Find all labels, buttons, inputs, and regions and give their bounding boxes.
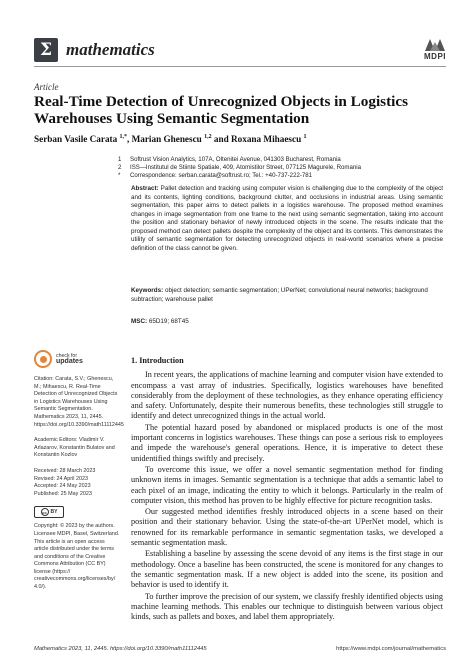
correspondence-text: Correspondence: serban.carata@softrust.ro; Tel.: +40-737-222-781 bbox=[130, 172, 313, 180]
revised-date: Revised: 24 April 2023 bbox=[34, 475, 88, 482]
affiliations bbox=[118, 156, 448, 181]
updates-big-label: updates bbox=[56, 358, 83, 365]
affiliation-item bbox=[118, 156, 448, 164]
abstract-text: Pallet detection and tracking using computer vision is challenging due to the complexity of the object and its contents, lighting conditions, background clutter, and occlusions in industrial areas. Using semantic segmentation, this paper aims to detect pallets in a logistics warehouse. The proposed method examines changes in image segmentation from one frame to the next using semantic segmentation, taking into account the position and stationary behavior of newly introduced objects in the scene. The results indicate that the proposed method can detect pallets despite the complexity of the object and its contents. This demonstrates the utility of semantic segmentation for detecting unrecognized objects in real-world scenarios where a precise definition of the class cannot be given. bbox=[131, 185, 443, 252]
author-affil-mark: 1 bbox=[303, 134, 307, 140]
body-paragraph: The potential hazard posed by abandoned or misplaced products is one of the most important concerns in logistics warehouses. These things can pose a serious risk to employees and impede the warehouse's general operations. Hence, it is imperative to detect these unidentified things swiftly and precisely. bbox=[131, 422, 443, 463]
accepted-date: Accepted: 24 May 2023 bbox=[34, 483, 91, 490]
updates-icon bbox=[34, 350, 52, 368]
mdpi-mark-icon bbox=[425, 39, 445, 51]
academic-editors: Academic Editors: Vladimir V. Arlazarov, Konstantin Bulatov and Konstantin Kozlov bbox=[34, 437, 115, 459]
history-dates bbox=[34, 468, 120, 498]
abstract bbox=[131, 185, 443, 253]
published-date: Published: 25 May 2023 bbox=[34, 490, 92, 497]
updates-small-label: check for bbox=[56, 352, 78, 359]
author-name: Serban Vasile Carata bbox=[34, 134, 118, 145]
affiliation-text: Softrust Vision Analytics, 107A, Oltenitei Avenue, 041303 Bucharest, Romania bbox=[130, 156, 341, 163]
header-divider bbox=[34, 66, 446, 67]
citation: Citation: Carata, S.V.; Ghenescu, M.; Mihaescu, R. Real-Time Detection of Unrecognized Objects in Logistics Warehouses Using Semantic Segmentation. Mathematics 2023, 11, 2445. https://doi.org/10.3390/math11112445 bbox=[34, 376, 124, 428]
keywords-label: Keywords: bbox=[131, 287, 164, 294]
mdpi-logo-icon bbox=[424, 39, 446, 61]
cc-label: BY bbox=[50, 508, 58, 515]
msc-label: MSC: bbox=[131, 318, 148, 325]
cc-by-license-icon[interactable] bbox=[34, 506, 64, 518]
check-for-updates-button[interactable] bbox=[34, 350, 120, 368]
affiliation-text: ISS—Institutul de Stiinte Spatiale, 409, Atomistilor Street, 077125 Magurele, Romania bbox=[130, 164, 362, 172]
affiliation-mark: * bbox=[118, 172, 121, 180]
author-affil-mark: 1,2 bbox=[204, 134, 212, 140]
article-title: Real-Time Detection of Unrecognized Objects in Logistics Warehouses Using Semantic Segmentation bbox=[34, 93, 408, 127]
keywords bbox=[131, 287, 443, 304]
author-name: Marian Ghenescu bbox=[131, 134, 202, 145]
section-heading: 1. Introduction bbox=[131, 356, 184, 365]
journal-logo: Σ bbox=[34, 38, 58, 62]
journal-name: mathematics bbox=[66, 40, 155, 59]
affiliation-item bbox=[118, 172, 448, 180]
body-paragraph: In recent years, the applications of machine learning and computer vision have extended to encompass a vast array of industries. Specifically, logistics warehouses have benefited considerably from the deployment of these technologies, as they enhance operating efficiency and safety. Unfortunately, despite their numerous benefits, these technologies still struggle to identify and detect unrecognized things in the actual world. bbox=[131, 370, 443, 421]
msc-text: 65D19; 68T45 bbox=[148, 318, 189, 325]
body-paragraph: Our suggested method identifies freshly introduced objects in a scene based on their position and their stationary behavior. Using the state-of-the-art UPerNet model, which is renowned for its remarkable performance in semantic segmentation tasks, we developed a semantic segmentation mask. bbox=[131, 507, 443, 548]
author-affil-mark: 1,* bbox=[119, 134, 127, 140]
affiliation-item bbox=[118, 164, 448, 172]
journal-header bbox=[34, 38, 446, 64]
page-footer bbox=[34, 646, 446, 652]
keywords-text: object detection; semantic segmentation; UPerNet; convolutional neural networks; background subtraction; warehouse pallet bbox=[131, 287, 428, 303]
body-paragraph: To overcome this issue, we offer a novel semantic segmentation method for finding unknown items in images. Semantic segmentation is a technique that adds a semantic label to each pixel of an image, indicating the entity to which it belongs. Particularly in the realm of computer vision, this method has proven to be highly effective for picture recognition tasks. bbox=[131, 464, 443, 505]
msc-codes bbox=[131, 318, 443, 325]
body-paragraph: To further improve the precision of our system, we classify freshly identified objects using machine learning methods. This enables our technique to distinguish between various object kinds, such as pallets and boxes, and label them appropriately. bbox=[131, 591, 443, 622]
affiliation-mark: 1 bbox=[118, 156, 122, 163]
copyright-notice: Copyright: © 2023 by the authors. Licensee MDPI, Basel, Switzerland. This article is an open access article distributed under the terms and conditions of the Creative Commons Attribution (CC BY) license (https:// creativecommons.org/licenses/by/ 4.0/). bbox=[34, 523, 120, 591]
main-body bbox=[131, 356, 443, 623]
author-list: Serban Vasile Carata $^{1,*}$, Marian Ghenescu $^{1,2}$ and Roxana Mihaescu $^1$ bbox=[34, 134, 307, 145]
abstract-label: Abstract: bbox=[131, 185, 159, 192]
body-paragraph: Establishing a baseline by assessing the scene devoid of any items is the first stage in our methodology. Once a baseline has been constructed, the scene is monitored for any changes to the semantic segmentation mask. If a new object is added into the scene, its position and behavior is used to identify it. bbox=[131, 549, 443, 590]
footer-url[interactable]: https://www.mdpi.com/journal/mathematics bbox=[336, 646, 446, 652]
publisher-name: MDPI bbox=[424, 52, 446, 61]
article-type: Article bbox=[34, 82, 59, 92]
received-date: Received: 28 March 2023 bbox=[34, 467, 96, 474]
footer-reference: Mathematics 2023, 11, 2445. https://doi.org/10.3390/math11112445 bbox=[34, 646, 207, 652]
article-sidebar bbox=[34, 350, 124, 600]
cc-icon: cc bbox=[42, 509, 47, 515]
affiliation-mark: 2 bbox=[118, 164, 122, 172]
author-name: Roxana Mihaescu bbox=[231, 134, 302, 145]
